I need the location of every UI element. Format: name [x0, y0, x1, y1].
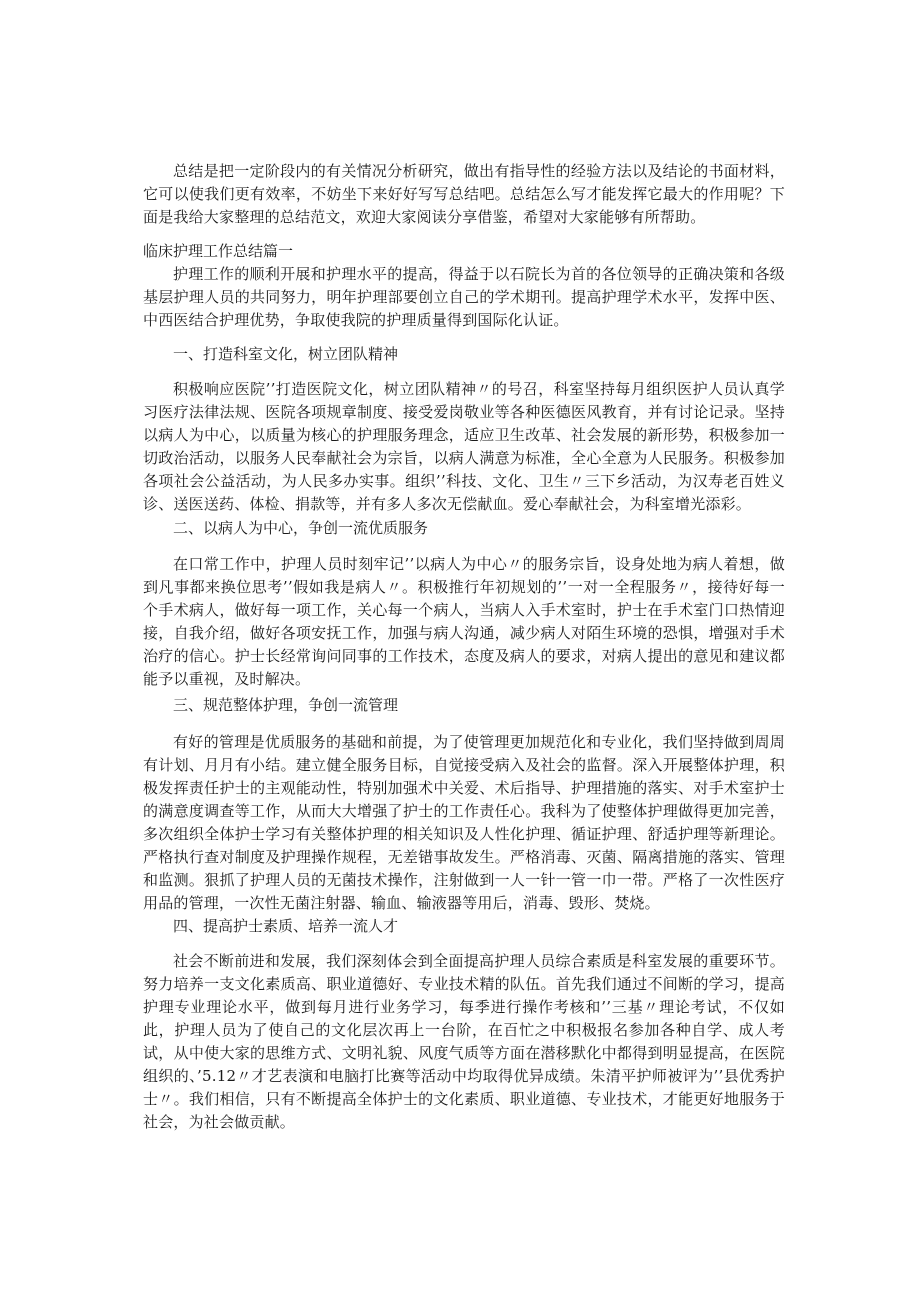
section-heading-4: 四、提高护士素质、培养一流人才	[173, 917, 399, 935]
section-body-2: 在口常工作中，护理人员时刻牢记’’以病人为中心〃的服务宗旨，设身处地为病人着想，做到凡事都来换位思考’’假如我是病人〃。积极推行年初规划的’’一对一全程服务〃，接待好每一个手术病人，做好每一项工作，关心每一个病人，当病人入手术室时，护士在手术室门口热情迎接，自我介绍，做好各项安抚工作，加强与病人沟通，减少病人对陌生环境的恐惧，增强对手术治疗的信心。护士长经常询问同事的工作技术，态度及病人的要求，对病人提出的意见和建议都能予以重视，及时解决。	[143, 555, 785, 688]
section-heading-1: 一、打造科室文化，树立团队精神	[173, 345, 399, 363]
section-heading-3: 三、规范整体护理，争创一流管理	[173, 696, 399, 714]
opening-paragraph: 护理工作的顺利开展和护理水平的提高，得益于以石院长为首的各位领导的正确决策和各级基层护理人员的共同努力，明年护理部要创立自己的学术期刊。提高护理学术水平，发挥中医、中西医结合护理优势，争取使我院的护理质量得到国际化认证。	[143, 265, 785, 329]
article-title: 临床护理工作总结篇一	[143, 242, 294, 260]
section-heading-2: 二、以病人为中心，争创一流优质服务	[173, 519, 429, 537]
intro-paragraph: 总结是把一定阶段内的有关情况分析研究，做出有指导性的经验方法以及结论的书面材料，它可以使我们更有效率，不妨坐下来好好写写总结吧。总结怎么写才能发挥它最大的作用呢？下面是我给大家整理的总结范文，欢迎大家阅读分享借鉴，希望对大家能够有所帮助。	[143, 162, 785, 226]
section-body-4: 社会不断前进和发展，我们深刻体会到全面提高护理人员综合素质是科室发展的重要环节。努力培养一支文化素质高、职业道德好、专业技术精的队伍。首先我们通过不间断的学习，提高护理专业理论水平，做到每月进行业务学习，每季进行操作考核和’’三基〃理论考试，不仅如此，护理人员为了使自己的文化层次再上一台阶，在百忙之中积极报名参加各种自学、成人考试，从中使大家的思维方式、文明礼貌、风度气质等方面在潜移默化中都得到明显提高，在医院组织的、’5.12〃才艺表演和电脑打比赛等活动中均取得优异成绩。朱清平护师被评为’’县优秀护士〃。我们相信，只有不断提高全体护士的文化素质、职业道德、专业技术，才能更好地服务于社会，为社会做贡献。	[143, 952, 785, 1131]
section-body-3: 有好的管理是优质服务的基础和前提，为了使管理更加规范化和专业化，我们坚持做到周周有计划、月月有小结。建立健全服务目标，自觉接受病入及社会的监督。深入开展整体护理，积极发挥责任护士的主观能动性，特别加强术中关爱、术后指导、护理措施的落实、对手术室护士的满意度调查等工作，从而大大增强了护士的工作责任心。我科为了使整体护理做得更加完善，多次组织全体护士学习有关整体护理的相关知识及人性化护理、循证护理、舒适护理等新理论。严格执行查对制度及护理操作规程，无差错事故发生。严格消毒、灭菌、隔离措施的落实、管理和监测。狠抓了护理人员的无菌技术操作，注射做到一人一针一管一巾一带。严格了一次性医疗用品的管理，一次性无菌注射器、输血、输液器等用后，消毒、毁形、焚烧。	[143, 733, 785, 912]
section-body-1: 积极响应医院’’打造医院文化，树立团队精神〃的号召，科室坚持每月组织医护人员认真学习医疗法律法规、医院各项规章制度、接受爱岗敬业等各种医德医风教育，并有讨论记录。坚持以病人为中心，以质量为核心的护理服务理念，适应卫生改革、社会发展的新形势，积极参加一切政治活动，以服务人民奉献社会为宗旨，以病人满意为标准，全心全意为人民服务。积极参加各项社会公益活动，为人民多办实事。组织’’科技、文化、卫生〃三下乡活动，为汉寿老百姓义诊、送医送药、体检、捐款等，并有多人多次无偿献血。爱心奉献社会，为科室增光添彩。	[143, 380, 785, 513]
